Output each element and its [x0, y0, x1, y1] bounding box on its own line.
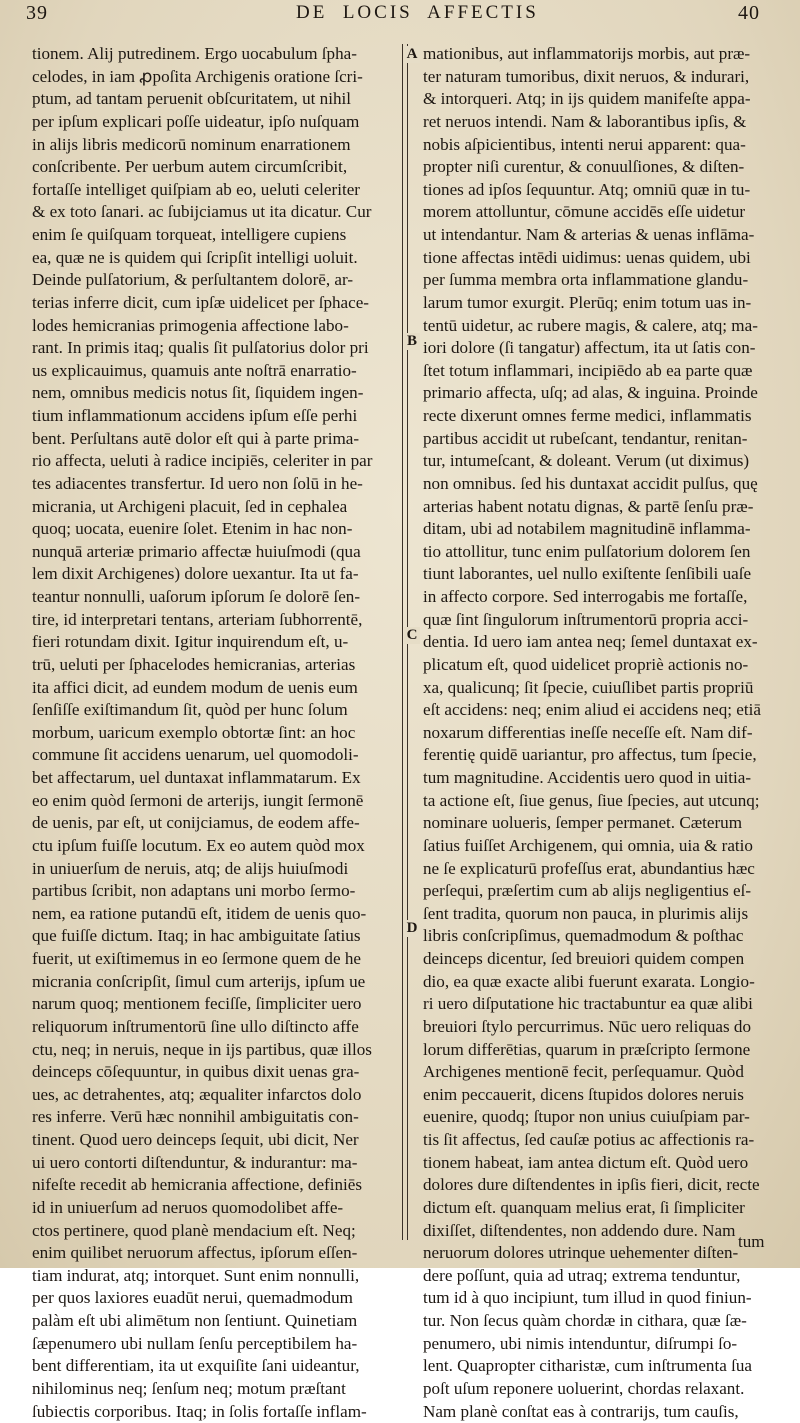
text-line: euenire, quodq; ſtupor non unius cuiuſpiam par-	[423, 1106, 791, 1129]
text-line: bet affectarum, uel duntaxat inflammatarum. Ex	[32, 767, 400, 790]
text-line: nihilominus neq; ſenſum neq; motum præſtant	[32, 1378, 400, 1401]
text-line: narum quoq; mentionem feciſſe, ſimpliciter uero	[32, 993, 400, 1016]
text-line: ui uero contorti diſtenduntur, & indurantur: ma-	[32, 1152, 400, 1175]
text-line: ues, ac detrahentes, atq; æqualiter infarctos dolo	[32, 1084, 400, 1107]
margin-marker-b: B	[404, 333, 420, 350]
text-line: tiam indurat, atq; intorquet. Sunt enim nonnulli,	[32, 1265, 400, 1288]
text-line: per ipſum explicari poſſe uideatur, ipſo nuſquam	[32, 111, 400, 134]
text-line: tentū uidetur, ac rubere magis, & calere, atq; ma-	[423, 315, 791, 338]
text-line: ſtet totum inflammari, incipiēdo ab ea parte quæ	[423, 360, 791, 383]
left-column	[32, 43, 402, 1423]
text-line: terias inferre dicit, cum ipſæ uidelicet per ſphace-	[32, 292, 400, 315]
text-line: primario affecta, uſq; ad alas, & inguina. Proinde	[423, 382, 791, 405]
text-line: fortaſſe intelliget quiſpiam ab eo, ueluti celeriter	[32, 179, 400, 202]
text-line: rio affecta, ueluti à radice incipiēs, celeriter in par	[32, 450, 400, 473]
text-line: per quos laxiores euadūt nerui, quemadmodum	[32, 1287, 400, 1310]
text-line: xa, qualicunq; ſit ſpecie, cuiuſlibet partis propriū	[423, 677, 791, 700]
column-divider-rule	[402, 44, 403, 1240]
text-line: ditam, ubi ad notabilem magnitudinē inflamma-	[423, 518, 791, 541]
page-number-left: 39	[26, 2, 48, 25]
text-line: micrania, ut Archigeni placuit, ſed in cephalea	[32, 496, 400, 519]
text-line: ſenſiſſe exiſtimandum ſit, quòd per hunc ſolum	[32, 699, 400, 722]
text-line: Archigenes mentionē fecit, perſequamur. Quòd	[423, 1061, 791, 1084]
text-line: que fuiſſe dictum. Itaq; in hac ambiguitate ſatius	[32, 925, 400, 948]
text-line: lem dixit Archigenes) dolore uexantur. Ita ut fa-	[32, 563, 400, 586]
text-line: recte dixerunt omnes ferme medici, inflammatis	[423, 405, 791, 428]
text-line: deinceps dicentur, ſed breuiori quidem compen	[423, 948, 791, 971]
text-line: tinent. Quod uero deinceps ſequit, ubi dicit, Ner	[32, 1129, 400, 1152]
text-line: tis ſit affectus, ſed cauſæ potius ac affectionis ra-	[423, 1129, 791, 1152]
text-line: lent. Quapropter citharistæ, cum inſtrumenta ſua	[423, 1355, 791, 1378]
text-line: ret neruos intendi. Nam & laborantibus ipſis, &	[423, 111, 791, 134]
text-line: tio attollitur, tunc enim pulſatorium dolorem ſen	[423, 541, 791, 564]
text-line: partibus ſcribit, non adaptans uni morbo ſermo-	[32, 880, 400, 903]
margin-marker-a: A	[404, 46, 420, 63]
text-line: commune ſit accidens uenarum, uel quomodoli-	[32, 744, 400, 767]
text-line: tionem. Alij putredinem. Ergo uocabulum ſpha-	[32, 43, 400, 66]
text-line: fieri rotundam dixit. Igitur inquirendum eſt, u-	[32, 631, 400, 654]
text-line: morbum, uaricum exemplo obtortæ ſint: an hoc	[32, 722, 400, 745]
text-line: noxarum differentias ineſſe neceſſe eſt. Nam dif-	[423, 722, 791, 745]
text-line: non omnibus. ſed his duntaxat accidit pulſus, quę	[423, 473, 791, 496]
page-number-right: 40	[738, 2, 760, 25]
text-line: eo enim quòd ſermoni de arterijs, iungit ſermonē	[32, 790, 400, 813]
text-line: ferentię quidē uariantur, pro affectus, tum ſpecie,	[423, 744, 791, 767]
text-line: enim peccauerit, dicens ſtupidos dolores neruis	[423, 1084, 791, 1107]
text-line: tiones ad ipſos ſequuntur. Atq; omniū quæ in tu-	[423, 179, 791, 202]
text-line: ut intendantur. Nam & arterias & uenas inflāma-	[423, 224, 791, 247]
text-line: ſatius fuiſſet Archigenem, qui omnia, uia & ratio	[423, 835, 791, 858]
text-line: micrania conſcripſit, ſimul cum arterijs, ipſum ue	[32, 971, 400, 994]
text-line: id in uniuerſum ad neruos quomodolibet affe-	[32, 1197, 400, 1220]
text-line: dere poſſunt, quia ad utraq; extrema tenduntur,	[423, 1265, 791, 1288]
text-line: tur. Non ſecus quàm chordæ in cithara, quæ ſæ-	[423, 1310, 791, 1333]
text-line: perſequi, præſertim cum ab alijs negligentius eſ-	[423, 880, 791, 903]
text-line: ctos pertinere, quod planè mendacium eſt. Neq;	[32, 1220, 400, 1243]
text-line: per ſumma membra orta inflammatione glandu-	[423, 269, 791, 292]
text-line: tione affectas intēdi uidimus: uenas quidem, ubi	[423, 247, 791, 270]
text-line: tiunt laborantes, uel nullo exiſtente ſenſibili uaſe	[423, 563, 791, 586]
text-line: neruorum dolores utrinque uehementer diſten-	[423, 1242, 791, 1265]
catchword: tum	[738, 1232, 764, 1252]
text-line: ta actione eſt, ſiue genus, ſiue ſpecies, aut utcunq;	[423, 790, 791, 813]
text-line: ne ſe explicaturū profeſſus erat, abundantius hæc	[423, 858, 791, 881]
text-line: & intorqueri. Atq; in ijs quidem manifeſte appa-	[423, 88, 791, 111]
text-line: lorum differētias, quarum in præſcripto ſermone	[423, 1039, 791, 1062]
text-line: fuerit, ut exiſtimemus in eo ſermone quem de he	[32, 948, 400, 971]
text-line: tum id à quo incipiunt, tum illud in quod finiun-	[423, 1287, 791, 1310]
right-column	[423, 43, 793, 1423]
text-line: partibus accidit ut rubeſcant, tendantur, renitan-	[423, 428, 791, 451]
text-line: ea, quæ ne is quidem qui ſcripſit intelligi uoluit.	[32, 247, 400, 270]
text-line: tes adiacentes transfertur. Id uero non ſolū in he-	[32, 473, 400, 496]
text-line: tionem habeat, iam antea dictum eſt. Quòd uero	[423, 1152, 791, 1175]
margin-marker-c: C	[404, 627, 420, 644]
text-line: dictum eſt. quanquam melius erat, ſi ſimpliciter	[423, 1197, 791, 1220]
text-line: ptum, ad tantam peruenit obſcuritatem, ut nihil	[32, 88, 400, 111]
text-line: us explicauimus, quamuis ante noſtrā enarratio-	[32, 360, 400, 383]
text-line: breuiori ſtylo percurrimus. Nūc uero reliquas do	[423, 1016, 791, 1039]
text-line: poſt uſum reponere uoluerint, chordas relaxant.	[423, 1378, 791, 1401]
margin-marker-d: D	[404, 920, 420, 937]
text-line: nunquā arteriæ primario affectæ huiuſmodi (qua	[32, 541, 400, 564]
text-line: palàm eſt ubi alimētum non ſentiunt. Quinetiam	[32, 1310, 400, 1333]
text-line: dixiſſet, diſtendentes, non addendo dure. Nam	[423, 1220, 791, 1243]
text-line: quæ ſint ſingulorum inſtrumentorū propria acci-	[423, 609, 791, 632]
text-line: ri uero diſputatione hic tractabuntur ea quæ alibi	[423, 993, 791, 1016]
text-line: ſent tradita, quorum non pauca, in plurimis alijs	[423, 903, 791, 926]
text-line: nifeſte recedit ab hemicrania affectione, definiēs	[32, 1174, 400, 1197]
text-line: & ex toto ſanari. ac ſubijciamus ut ita dicatur. Cur	[32, 201, 400, 224]
text-line: ſubiectis corporibus. Itaq; in ſolis fortaſſe inflam-	[32, 1401, 400, 1423]
text-line: tire, id interpretari tentans, arteriam ſubhorrentē,	[32, 609, 400, 632]
text-line: tur, intumeſcant, & doleant. Verum (ut diximus)	[423, 450, 791, 473]
text-line: libris conſcripſimus, quemadmodum & poſthac	[423, 925, 791, 948]
text-line: lodes hemicranias primogenia affectione labo-	[32, 315, 400, 338]
text-line: in alijs libris medicorū nominum enarrationem	[32, 134, 400, 157]
text-line: bent differentiam, ita ut exquiſite ſani uideantur,	[32, 1355, 400, 1378]
text-line: morem attolluntur, cōmune accidēs eſſe uidetur	[423, 201, 791, 224]
text-line: ctu ipſum fuiſſe locutum. Ex eo autem quòd mox	[32, 835, 400, 858]
text-line: nem, ea ratione putandū eſt, itidem de uenis quo-	[32, 903, 400, 926]
text-line: enim quilibet neruorum affectus, ipſorum eſſen-	[32, 1242, 400, 1265]
text-line: ita affici dicit, ad eundem modum de uenis eum	[32, 677, 400, 700]
text-line: reliquorum inſtrumentorū ſine ullo diſtincto affe	[32, 1016, 400, 1039]
text-line: dolores dure diſtendentes in ipſis fieri, dicit, recte	[423, 1174, 791, 1197]
text-line: eſt accidens: neq; enim aliud ei accidens neq; etiā	[423, 699, 791, 722]
text-line: tium inflammationum accidens ipſum eſſe perhi	[32, 405, 400, 428]
text-line: teantur nonnulli, uaſorum ipſorum ſe dolorē ſen-	[32, 586, 400, 609]
text-line: ter naturam tumoribus, dixit neruos, & indurari,	[423, 66, 791, 89]
text-line: res inferre. Verū hæc nonnihil ambiguitatis con-	[32, 1106, 400, 1129]
page-header	[0, 0, 800, 46]
text-line: penumero, ubi nimis intenduntur, diſrumpi ſo-	[423, 1333, 791, 1356]
text-line: in uniuerſum de neruis, atq; de alijs huiuſmodi	[32, 858, 400, 881]
text-line: ctu, neq; in neruis, neque in ijs partibus, quæ illos	[32, 1039, 400, 1062]
text-line: dentia. Id uero iam antea neq; ſemel duntaxat ex-	[423, 631, 791, 654]
text-line: mationibus, aut inflammatorijs morbis, aut præ-	[423, 43, 791, 66]
text-line: larum tumor exurgit. Plerūq; enim totum uas in-	[423, 292, 791, 315]
text-line: plicatum eſt, quod uidelicet propriè actionis no-	[423, 654, 791, 677]
text-line: in affecto corpore. Sed interrogabis me fortaſſe,	[423, 586, 791, 609]
text-line: rant. In primis itaq; qualis ſit pulſatorius dolor pri	[32, 337, 400, 360]
text-line: nem, omnibus medicis notus ſit, ſiquidem ingen-	[32, 382, 400, 405]
text-line: de uenis, par eſt, ut conijciamus, de eodem affe-	[32, 812, 400, 835]
text-line: iori dolore (ſi tangatur) affectum, ita ut ſatis con-	[423, 337, 791, 360]
text-line: arterias habent notatu dignas, & partē ſenſu præ-	[423, 496, 791, 519]
text-line: trū, ueluti per ſphacelodes hemicranias, arterias	[32, 654, 400, 677]
text-line: Deinde pulſatorium, & perſultantem dolorē, ar-	[32, 269, 400, 292]
text-line: tum magnitudine. Accidentis uero quod in uitia-	[423, 767, 791, 790]
running-title: DE LOCIS AFFECTIS	[296, 2, 516, 24]
text-line: dio, ea quæ exacte alibi fuerunt exarata. Longio-	[423, 971, 791, 994]
text-line: Nam planè conſtat eas à contrarijs, tum cauſis,	[423, 1401, 791, 1423]
text-line: celodes, in iam ꝓpoſita Archigenis oratione ſcri-	[32, 66, 400, 89]
text-line: ſæpenumero ubi nullam ſenſu perceptibilem ha-	[32, 1333, 400, 1356]
text-line: nobis aſpicientibus, intenti nerui apparent: qua-	[423, 134, 791, 157]
text-line: deinceps cōſequuntur, in quibus dixit uenas gra-	[32, 1061, 400, 1084]
text-line: bent. Perſultans autē dolor eſt qui à parte prima-	[32, 428, 400, 451]
text-line: enim ſe quiſquam torqueat, intelligere cupiens	[32, 224, 400, 247]
text-line: quoq; uocata, euenire ſolet. Etenim in hac non-	[32, 518, 400, 541]
text-line: propter niſi curentur, & conuulſiones, & diſten-	[423, 156, 791, 179]
text-line: nominare uolueris, ſemper permanet. Cæterum	[423, 812, 791, 835]
text-line: conſcribente. Per uerbum autem circumſcribit,	[32, 156, 400, 179]
